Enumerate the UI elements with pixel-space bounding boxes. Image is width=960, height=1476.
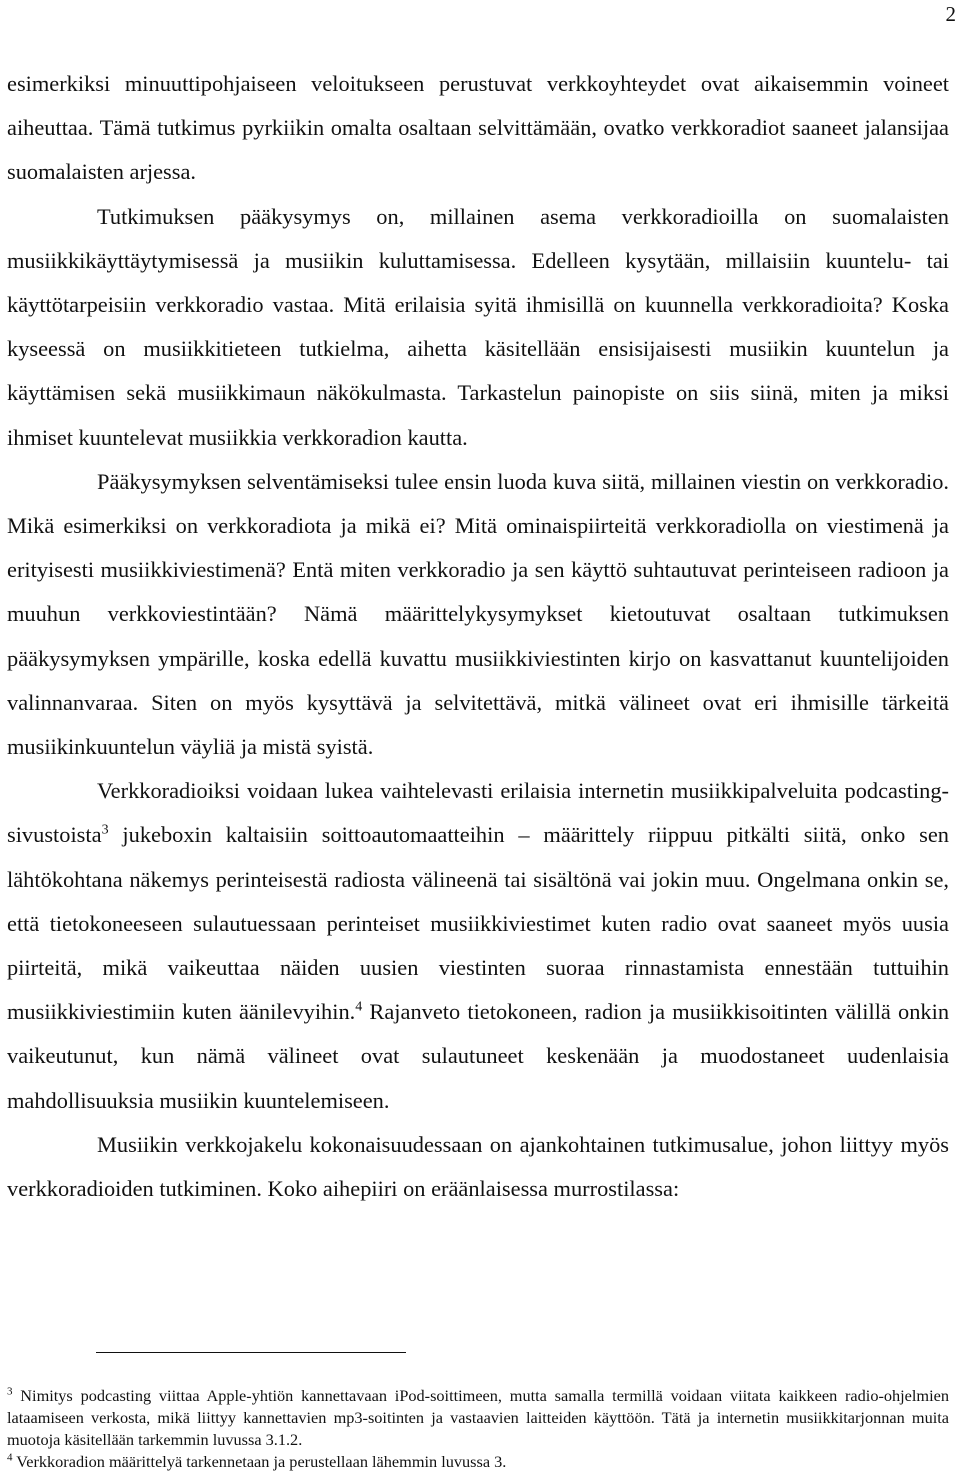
footnote-mark: 3 [7, 1385, 13, 1398]
paragraph-text: Verkkoradioiksi voidaan lukea vaihtelevasti erilaisia internetin musiikkipalveluita podcasting-sivustoista [7, 778, 949, 848]
footnote-reference: 4 [355, 999, 363, 1015]
footnote [7, 1385, 949, 1451]
footnote-text: Verkkoradion määrittelyä tarkennetaan ja perustellaan lähemmin luvussa 3. [12, 1452, 507, 1471]
paragraph: Musiikin verkkojakelu kokonaisuudessaan on ajankohtainen tutkimusalue, johon liittyy myös verkkoradioiden tutkiminen. Koko aihepiiri on eräänlaisessa murrostilassa: [7, 1131, 949, 1202]
paragraph [7, 769, 949, 1123]
footnotes [7, 1385, 949, 1473]
paragraph: Pääkysymyksen selventämiseksi tulee ensin luoda kuva siitä, millainen viestin on verkkoradio. Mikä esimerkiksi on verkkoradiota ja mikä ei? Mitä ominaispiirteitä verkkoradiolla on viestimenä ja erityisesti musiikkiviestimenä? Entä miten verkkoradio ja sen käyttö suhtautuvat perinteiseen radioon ja muuhun verkkoviestintään? Nämä määrittelykysymykset kietoutuvat osaltaan tutkimuksen pääkysymyksen ympärille, koska edellä kuvattu musiikkiviestinten kirjo on kasvattanut kuuntelijoiden valinnanvaraa. Siten on myös kysyttävä ja selvitettävä, mitkä välineet ovat eri ihmisille tärkeitä musiikinkuuntelun väyliä ja mistä syistä. [7, 468, 949, 760]
page-number: 2 [945, 2, 956, 26]
paragraph-text: Rajanveto tietokoneen, radion ja musiikkisoitinten välillä onkin vaikeutunut, kun nämä välineet ovat sulautuneet keskenään ja muodostaneet uudenlaisia mahdollisuuksia musiikin kuuntelemiseen. [7, 999, 950, 1113]
footnote [7, 1451, 949, 1473]
paragraph: esimerkiksi minuuttipohjaiseen veloitukseen perustuvat verkkoyhteydet ovat aikaisemmin voineet aiheuttaa. Tämä tutkimus pyrkiikin omalta osaltaan selvittämään, ovatko verkkoradiot saaneet jalansijaa suomalaisten arjessa. [7, 71, 949, 185]
footnote-text: Nimitys podcasting viittaa Apple-yhtiön kannettavaan iPod-soittimeen, mutta samalla termillä voidaan viitata kaikkeen radio-ohjelmien lataamiseen verkosta, mikä liittyy kannettavien mp3-soitinten ja vastaavien laitteiden käyttöön. Tätä ja internetin musiikkitarjonnan muita muotoja käsitellään tarkemmin luvussa 3.1.2. [7, 1386, 949, 1449]
paragraph-text: jukeboxin kaltaisiin soittoautomaatteihin – määrittely riippuu pitkälti siitä, onko sen lähtökohtana näkemys perinteisestä radiosta välineenä tai sisältönä vai jokin muu. Ongelmana onkin se, että tietokoneeseen sulautuessaan perinteiset musiikkiviestimet kuten radio ovat saaneet myös uusia piirteitä, mikä vaikeuttaa näiden uusien viestinten suoraa rinnastamista ennestään tuttuihin musiikkiviestimiin kuten äänilevyihin. [7, 822, 949, 1025]
footnote-mark: 4 [7, 1451, 13, 1464]
body-text [7, 62, 949, 1211]
paragraph: Tutkimuksen pääkysymys on, millainen asema verkkoradioilla on suomalaisten musiikkikäyttäytymisessä ja musiikin kuluttamisessa. Edelleen kysytään, millaisiin kuuntelu- tai käyttötarpeisiin verkkoradio vastaa. Mitä erilaisia syitä ihmisillä on kuunnella verkkoradioita? Koska kyseessä on musiikkitieteen tutkielma, aihetta käsitellään ensisijaisesti musiikin kuuntelun ja käyttämisen sekä musiikkimaun näkökulmasta. Tarkastelun painopiste on siis siinä, miten ja miksi ihmiset kuuntelevat musiikkia verkkoradion kautta. [7, 203, 949, 450]
footnote-reference: 3 [101, 822, 109, 838]
footnote-divider [96, 1352, 406, 1353]
